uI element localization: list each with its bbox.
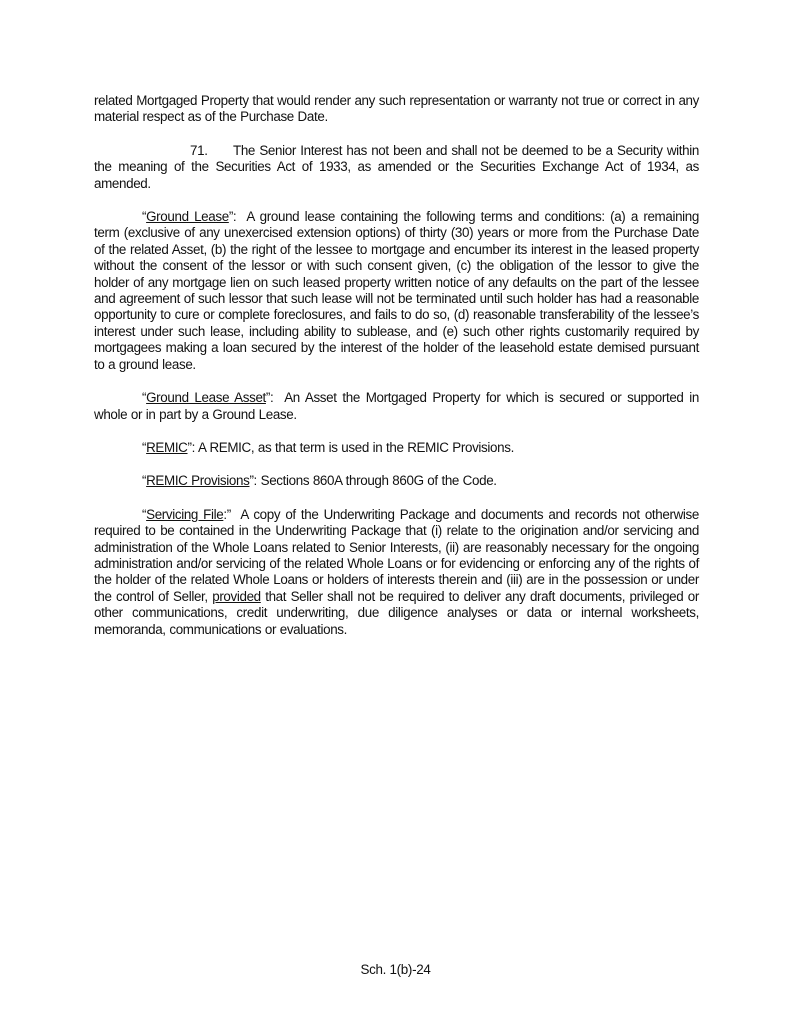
close-quote: ”: [228, 209, 237, 225]
open-quote: “ [142, 473, 147, 489]
item-71-paragraph [94, 143, 699, 192]
document-page [94, 93, 699, 638]
definition-ground-lease-asset [94, 390, 699, 423]
definition-remic-provisions [94, 473, 699, 489]
close-quote: ”: [265, 390, 274, 406]
definition-text-continued: that Seller shall not be required to deliver any draft documents, privileged or other communications, credit underwriting, due diligence analyses or data or internal worksheets, memoranda, communications or evaluations. [94, 588, 699, 637]
definition-text: A copy of the Underwriting Package and documents and records not otherwise required to be contained in the Underwriting Package that (i) relate to the origination and/or servicing and administration of the Whole Loans related to Senior Interests, (ii) are reasonably necessary for the ongoing administration and/or servicing of the related Whole Loans or for evidencing or enforcing any of the rights of the holder of the related Whole Loans or holders of interests therein and (iii) are in the possession or under the control of Seller, [94, 506, 699, 604]
defined-term: Servicing File [146, 506, 224, 522]
close-quote: ”: [249, 473, 257, 489]
open-quote: “ [142, 506, 147, 522]
definition-servicing-file [94, 507, 699, 638]
defined-term: REMIC [146, 439, 188, 455]
definition-remic [94, 440, 699, 456]
definition-text: A ground lease containing the following terms and conditions: (a) a remaining term (exclusive of any unexercised extension options) of thirty (30) years or more from the Purchase Date of the related Asset, (b) the right of the lessee to mortgage and encumber its interest in the leased property without the consent of the lessor or with such consent given, (c) the obligation of the lessor to give the holder of any mortgage lien on such leased property written notice of any defaults on the part of the lessee and agreement of such lessor that such lease will not be terminated until such holder has had a reasonable opportunity to cure or complete foreclosures, and fails to do so, (d) reasonable transferability of the lessee’s interest under such lease, including ability to sublease, and (e) such other rights customarily required by mortgagees making a loan secured by the interest of the holder of the leasehold estate demised pursuant to a ground lease. [94, 209, 699, 372]
defined-term: Ground Lease [146, 209, 229, 225]
definition-ground-lease [94, 209, 699, 373]
item-number: 71. [190, 142, 208, 158]
definition-text: A REMIC, as that term is used in the REMIC Provisions. [197, 439, 514, 455]
definition-text: An Asset the Mortgaged Property for which is secured or supported in whole or in part by a Ground Lease. [94, 390, 699, 422]
open-quote: “ [142, 209, 147, 225]
close-quote: ”: [187, 439, 195, 455]
continuation-paragraph: related Mortgaged Property that would render any such representation or warranty not true or correct in any material respect as of the Purchase Date. [94, 93, 699, 125]
defined-term: Ground Lease Asset [146, 390, 266, 406]
open-quote: “ [142, 439, 147, 455]
provided-term: provided [212, 588, 261, 604]
definition-text: Sections 860A through 860G of the Code. [260, 473, 497, 489]
page-footer: Sch. 1(b)-24 [360, 962, 431, 977]
defined-term: REMIC Provisions [146, 473, 250, 489]
open-quote: “ [142, 390, 147, 406]
close-quote: :” [223, 506, 231, 522]
item-71-text: The Senior Interest has not been and shall not be deemed to be a Security within the meaning of the Securities Act of 1933, as amended or the Securities Exchange Act of 1934, as amended. [94, 142, 699, 191]
